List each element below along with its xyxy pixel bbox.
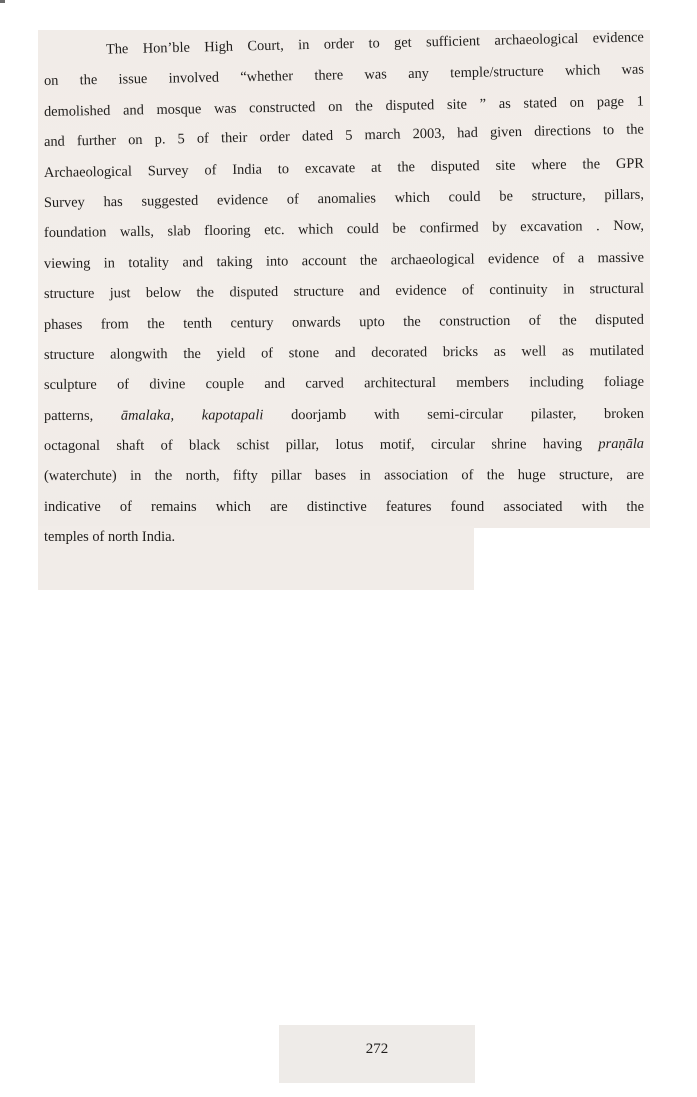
line-text: octagonal shaft of black schist pillar, lotus motif, circular shrine having: [43, 436, 599, 455]
italic-term-amalaka: āmalaka,: [120, 407, 175, 424]
scan-corner-mark: [0, 0, 5, 3]
paragraph-line-mixed: [44, 429, 644, 461]
paragraph-line: viewing in totality and taking into account the archaeological evidence of a massive: [43, 249, 645, 272]
page-number: 272: [365, 1041, 389, 1057]
page-number-region: [279, 1025, 475, 1083]
line-text: patterns,: [43, 407, 121, 424]
paragraph-line-last: temples of north India.: [44, 529, 176, 546]
paragraph-line: sculpture of divine couple and carved architectural members including foliage: [43, 374, 645, 394]
body-paragraph: [43, 29, 645, 553]
paragraph-line: structure alongwith the yield of stone and decorated bricks as well as mutilated: [43, 342, 645, 363]
paragraph-line: foundation walls, slab flooring etc. which could be confirmed by excavation . Now,: [43, 218, 645, 242]
paragraph-line: structure just below the disputed structure and evidence of continuity in structural: [43, 280, 645, 303]
paragraph-line: Survey has suggested evidence of anomalies which could be structure, pillars,: [43, 186, 645, 211]
italic-term-pranala: praṇāla: [598, 435, 645, 453]
paragraph-line: Archaeological Survey of India to excavate at the disputed site where the GPR: [43, 155, 645, 181]
paragraph-line: (waterchute) in the north, fifty pillar bases in association of the huge structure, are: [43, 467, 645, 485]
paragraph-line: phases from the tenth century onwards upto the construction of the disputed: [43, 311, 645, 333]
paragraph-line: demolished and mosque was constructed on the disputed site ” as stated on page 1: [43, 93, 645, 120]
paragraph-line-mixed: [44, 399, 644, 431]
paragraph-line: The Hon’ble High Court, in order to get sufficient archaeological evidence: [105, 29, 645, 58]
paragraph-line: indicative of remains which are distinctive features found associated with the: [44, 498, 644, 515]
line-text: doorjamb with semi-circular pilaster, broken: [263, 405, 645, 423]
paragraph-line: and further on p. 5 of their order dated 5 march 2003, had given directions to the: [43, 121, 645, 151]
paragraph-line: on the issue involved “whether there was any temple/structure which was: [43, 61, 645, 90]
italic-term-kapotapali: kapotapali: [201, 406, 264, 424]
